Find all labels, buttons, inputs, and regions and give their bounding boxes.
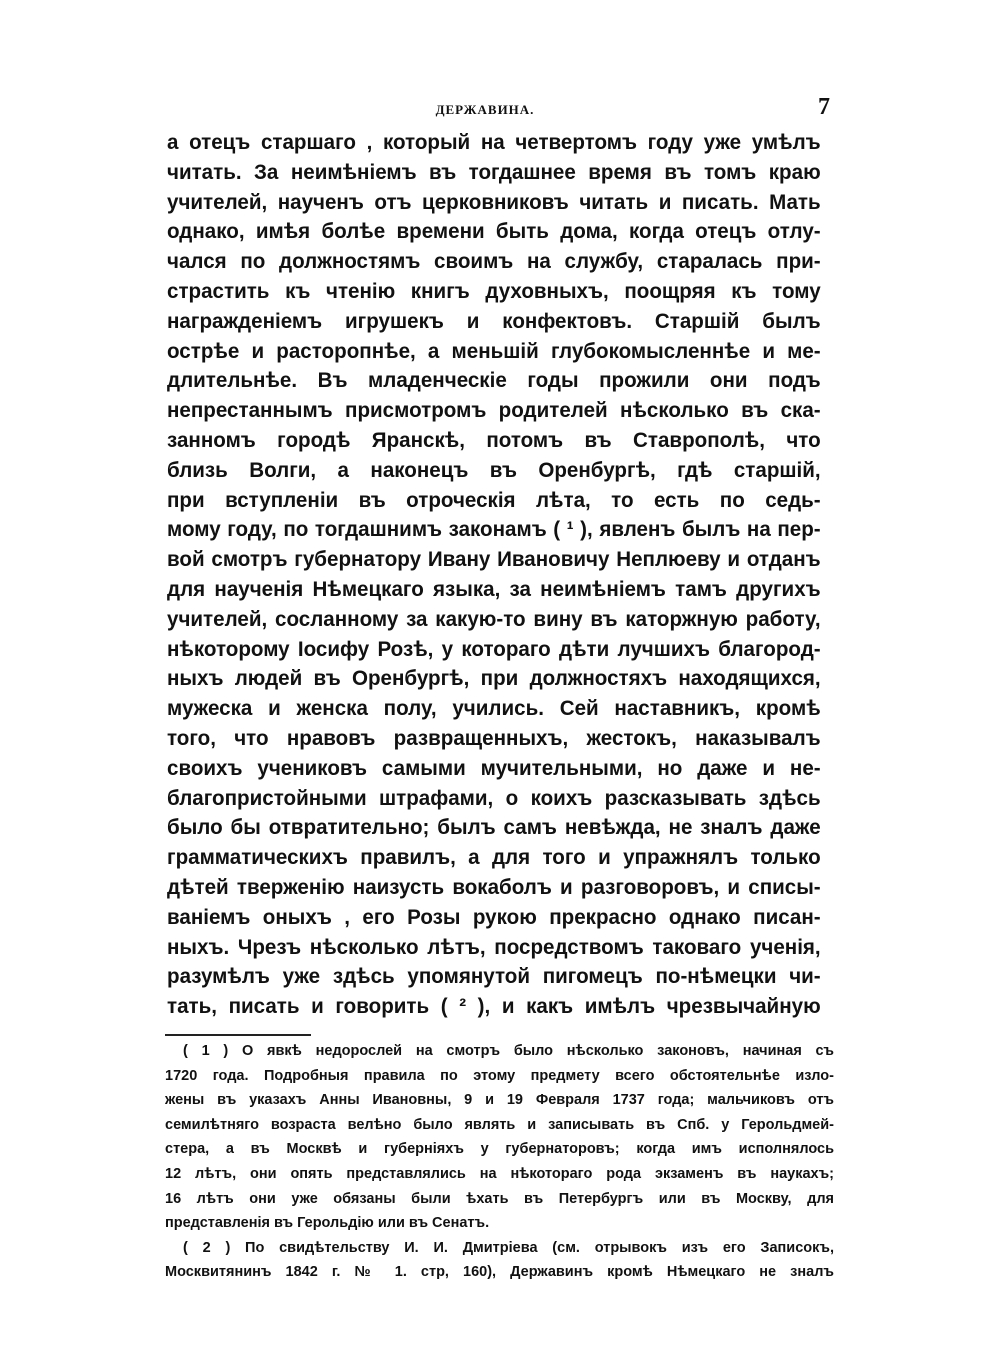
footnote-line: 16 лѣтъ они уже обязаны были ѣхать въ Петербургъ или въ Москву, для xyxy=(165,1190,834,1207)
text-line: ваніемъ оныхъ , его Розы рукою прекрасно однако писан- xyxy=(167,905,821,929)
footnote-line: семилѣтняго возраста велѣно было являть и записывать въ Спб. у Герольдмей- xyxy=(165,1116,834,1133)
text-line: ныхъ людей въ Оренбургѣ, при должностяхъ находящихся, xyxy=(167,667,821,691)
text-line: близь Волги, а наконецъ въ Оренбургѣ, гдѣ старшій, xyxy=(167,458,821,482)
footnote-line: ( 2 ) По свидѣтельству И. И. Дмитріева (см. отрывокъ изъ его Записокъ, xyxy=(183,1239,834,1256)
text-line: чался по должностямъ своимъ на службу, старалась при- xyxy=(167,250,821,274)
text-line: грамматическихъ правилъ, а для того и упражнялъ только xyxy=(167,846,821,870)
text-line: занномъ городѣ Яранскѣ, потомъ въ Ставрополѣ, что xyxy=(167,428,821,452)
footnote-line: стера, а въ Москвѣ и губерніяхъ у губернаторовъ; когда имъ исполнялось xyxy=(165,1141,834,1158)
text-line: было бы отвратительно; былъ самъ невѣжда, не зналъ даже xyxy=(167,816,821,840)
text-line: мому году, по тогдашнимъ законамъ ( ¹ ), явленъ былъ на пер- xyxy=(167,518,821,542)
text-line: тать, писать и говорить ( ² ), и какъ имѣлъ чрезвычайную xyxy=(167,995,821,1019)
text-line: длительнѣе. Въ младенческіе годы прожили они подъ xyxy=(167,369,821,393)
text-line: благопристойными штрафами, о коихъ разсказывать здѣсь xyxy=(167,786,821,810)
running-head: ДЕРЖАВИНА. xyxy=(435,102,535,117)
text-line: награжденіемъ игрушекъ и конфектовъ. Старшій былъ xyxy=(167,309,821,333)
text-line: острѣе и расторопнѣе, а меньшій глубокомысленнѣе и ме- xyxy=(167,339,821,363)
main-text xyxy=(167,131,834,1025)
text-line: мужеска и женска полу, учились. Сей наставникъ, кромѣ xyxy=(167,697,821,721)
text-line: страстить къ чтенію книгъ духовныхъ, поощряя къ тому xyxy=(167,279,821,303)
text-line: нѣкоторому Іосифу Розѣ, у котораго дѣти лучшихъ благород- xyxy=(167,637,821,661)
text-line: учителей, наученъ отъ церковниковъ читать и писать. Мать xyxy=(167,190,821,214)
footnote-line: Москвитянинъ 1842 г. № 1. стр, 160), Державинъ кромѣ Нѣмецкаго не зналъ xyxy=(165,1264,834,1281)
text-line: однако, имѣя болѣе времени быть дома, когда отецъ отлу- xyxy=(167,220,821,244)
text-line: разумѣлъ уже здѣсь упомянутой пигомецъ по-нѣмецки чи- xyxy=(167,965,821,989)
text-line: а отецъ старшаго , который на четвертомъ году уже умѣлъ xyxy=(167,131,821,154)
footnote-line: 1720 года. Подробныя правила по этому предмету всего обстоятельнѣе изло- xyxy=(165,1067,834,1084)
text-line: для наученія Нѣмецкаго языка, за неимѣніемъ тамъ другихъ xyxy=(167,577,821,601)
footnote-line: жены въ указахъ Анны Ивановны, 9 и 19 Февраля 1737 года; мальчиковъ отъ xyxy=(165,1092,834,1109)
text-line: того, что нравовъ развращенныхъ, жестокъ, наказывалъ xyxy=(167,726,821,750)
footnote-line: 12 лѣтъ, они опять представлялись на нѣкотораго рода экзаменъ въ наукахъ; xyxy=(165,1165,834,1182)
text-line: ныхъ. Чрезъ нѣсколько лѣтъ, посредствомъ таковаго ученія, xyxy=(167,935,821,959)
text-line: учителей, сосланному за какую-то вину въ каторжную работу, xyxy=(167,607,821,631)
text-line: дѣтей тверженію наизусть вокаболъ и разговоровъ, и списы- xyxy=(167,875,821,899)
footnote-line: представленія въ Герольдію или въ Сенатъ. xyxy=(165,1215,490,1232)
text-line: вой смотръ губернатору Ивану Ивановичу Неплюеву и отданъ xyxy=(167,548,821,572)
page-number: 7 xyxy=(818,94,830,120)
text-line: читать. За неимѣніемъ въ тогдашнее время въ томъ краю xyxy=(167,160,821,184)
footnotes xyxy=(165,1043,834,1289)
text-line: при вступленіи въ отроческія лѣта, то есть по седь- xyxy=(167,488,821,512)
text-line: непрестаннымъ присмотромъ родителей нѣсколько въ ска- xyxy=(167,399,821,423)
text-line: своихъ учениковъ самыми мучительными, но даже и не- xyxy=(167,756,821,780)
footnote-divider xyxy=(165,1034,311,1036)
footnote-line: ( 1 ) О явкѣ недорослей на смотръ было нѣсколько законовъ, начиная съ xyxy=(183,1043,834,1059)
